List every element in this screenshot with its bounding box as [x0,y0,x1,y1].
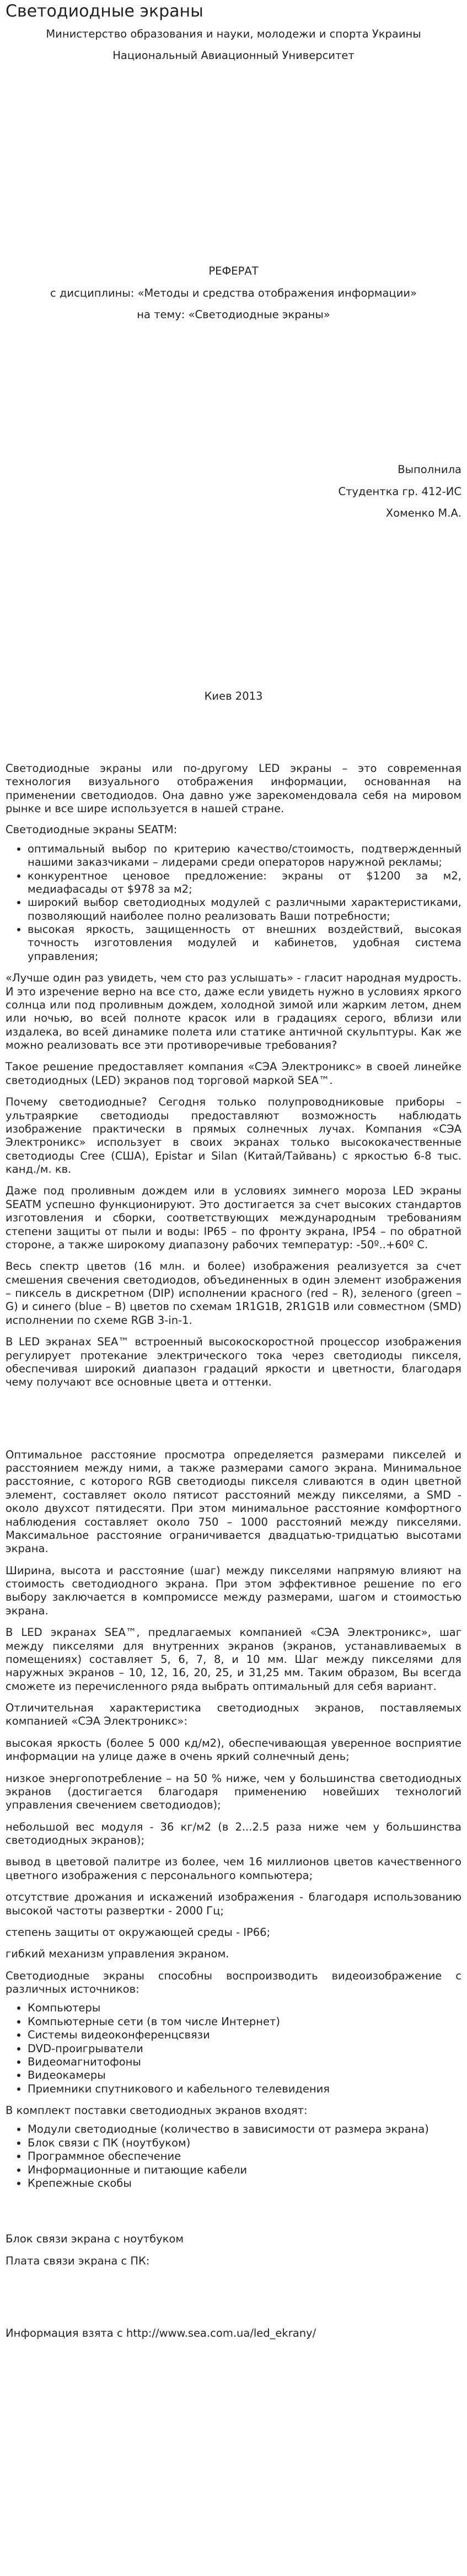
paragraph: Светодиодные экраны способны воспроизводить видеоизображение с различных источников: [6,1969,461,1995]
paragraph: Такое решение предоставляет компания «СЭА Электроникс» в своей линейке светодиодных (LED) экранов под торговой маркой SEA™. [6,1060,461,1087]
sources-list [6,2001,461,2096]
list-item: • Компьютеры [28,2001,461,2015]
kit-heading: В комплект поставки светодиодных экранов входят: [6,2104,308,2117]
paragraph: Почему светодиодные? Сегодня только полупроводниковые приборы – ультраяркие светодиоды предоставляют возможность наблюдать изображение практически в прямых солнечных лучах. Компания «СЭА Электроникс» использует в своих экранах только высококачественные светодиоды Cree (США), Epistar и Silan (Китай/Тайвань) с яркостью 6-8 тыс. канд./м. кв. [6,1096,461,1176]
list-item: • Информационные и питающие кабели [28,2164,461,2177]
city-year: Киев 2013 [204,689,263,702]
list-item: • DVD-проигрыватели [28,2042,461,2056]
list-item: • конкурентное ценовое предложение: экраны от $1200 за м2, медиафасады от $978 за м2; [28,870,461,897]
paragraph: В LED экранах SEA™, предлагаемых компанией «СЭА Электроникс», шаг между пикселями для внутренних экранов (экранов, устанавливаемых в помещениях) составляет 5, 6, 7, 8, и 10 мм. Шаг между пикселями для наружных экранов – 10, 12, 16, 20, 25, и 31,25 мм. Таким образом, Вы всегда сможете из перечисленного ряда выбрать оптимальный для себя вариант. [6,1626,461,1693]
paragraph: Ширина, высота и расстояние (шаг) между пикселями напрямую влияют на стоимость светодиодного экрана. При этом эффективное решение по его выбору заключается в компромиссе между размерами, шагом и стоимостью экрана. [6,1564,461,1617]
paragraph: Отличительная характеристика светодиодных экранов, поставляемых компанией «СЭА Электроникс»: [6,1702,461,1728]
paragraph: вывод в цветовой палитре из более, чем 16 миллионов цветов качественного цветного изображения с персонального компьютера; [6,1855,461,1882]
seatm-heading: Светодиодные экраны SEATM: [6,823,178,836]
list-item: • Крепежные скобы [28,2177,461,2190]
list-item: • Видеокамеры [28,2069,461,2082]
paragraph: гибкий механизм управления экраном. [6,1947,229,1961]
paragraph: отсутствие дрожания и искажений изображения - благодаря использованию высокой частоты развертки - 2000 Гц; [6,1891,461,1917]
paragraph: низкое энергопотребление – на 50 % ниже, чем у большинства светодиодных экранов (достигается благодаря применению новейших технологий управления свечением светодиодов); [6,1772,461,1812]
paragraph: Весь спектр цветов (16 млн. и более) изображения реализуется за счет смешения свечения светодиодов, объединенных в один элемент изображения – пиксель в дискретном (DIP) исполнении красного (red – R), зеленого (green – G) и синего (blue – B) цветов по схемам 1R1G1B, 2R1G1B или совместном (SMD) исполнении по схеме RGB 3-in-1. [6,1260,461,1327]
paragraph: высокая яркость (более 5 000 кд/м2), обеспечивающая уверенное восприятие информации на улице даже в очень яркий солнечный день; [6,1736,461,1763]
paragraph: «Лучше один раз увидеть, чем сто раз услышать» - гласит народная мудрость. И это изречение верно на все сто, даже если увидеть нужно в условиях яркого солнца или под проливным дождем, холодной зимой или жарким летом, днем или ночью, во всей полноте красок или в градациях серого, вблизи или издалека, во всей динамике полета или статике античной скульптуры. Как же можно реализовать все эти противоречивые требования? [6,972,461,1051]
paragraph: небольшой вес модуля - 36 кг/м2 (в 2...2.5 раза ниже чем у большинства светодиодных экранов); [6,1820,461,1847]
kit-list [6,2123,461,2190]
list-item: • оптимальный выбор по критерию качество/стоимость, подтвержденный нашими заказчиками – лидерами среди операторов наружной рекламы; [28,842,461,870]
list-item: • широкий выбор светодиодных модулей с различными характеристиками, позволяющий наиболее полно реализовать Ваши потребности; [28,896,461,923]
list-item: • Компьютерные сети (в том числе Интернет) [28,2015,461,2028]
list-item: • Системы видеоконференцсвязи [28,2028,461,2042]
paragraph: степень защиты от окружающей среды - IP66; [6,1925,271,1939]
author-done-by: Выполнила [398,463,461,476]
list-item: • высокая яркость, защищенность от внешних воздействий, высокая точность изготовления модулей и кабинетов, удобная система управления; [28,923,461,963]
page-title: Светодиодные экраны [6,2,203,21]
intro-paragraph: Светодиодные экраны или по-другому LED экраны – это современная технология визуального отображения информации, основанная на применении светодиодов. Она давно уже зарекомендовала себя на мировом рынке и все шире используется в нашей стране. [6,761,461,815]
list-item: • Программное обеспечение [28,2150,461,2163]
paragraph: Даже под проливным дождем или в условиях зимнего мороза LED экраны SEATM успешно функционируют. Это достигается за счет высоких стандартов изготовления и сборки, соответствующих международным требованиям степени защиты от пыли и воды: IP65 – по фронту экрана, IP54 – по обратной стороне, а также широкому диапазону рабочих температур: -50º..+60º С. [6,1184,461,1251]
source-note: Информация взята с http://www.sea.com.ua/led_ekrany/ [6,2327,316,2339]
seatm-list [6,842,461,963]
report-subject: с дисциплины: «Методы и средства отображения информации» [50,286,417,299]
author-name: Хоменко М.А. [385,507,461,520]
list-item: • Блок связи с ПК (ноутбуком) [28,2137,461,2150]
report-type: РЕФЕРАТ [208,265,259,278]
paragraph: В LED экранах SEA™ встроенный высокоскоростной процессор изображения регулирует протекание электрического тока через светодиоды пикселя, обеспечивая широкий диапазон градаций яркости и цветности, благодаря чему получают все основные цвета и оттенки. [6,1335,461,1389]
list-item: • Приемники спутникового и кабельного телевидения [28,2083,461,2096]
list-item: • Модули светодиодные (количество в зависимости от размера экрана) [28,2123,461,2136]
author-group: Студентка гр. 412-ИС [338,485,461,498]
paragraph: Оптимальное расстояние просмотра определяется размерами пикселей и расстоянием между ними, а также размерами самого экрана. Минимальное расстояние, с которого RGB светодиоды пикселя сливаются в один цветной элемент, составляет около пятисот расстояний между пикселями, а SMD - около двухсот пятидесяти. При этом минимальное расстояние комфортного наблюдения составляет около 750 – 1000 расстояний между пикселями. Максимальное расстояние ограничивается двадцатью-тридцатью высотами экрана. [6,1448,461,1555]
block-screen-caption: Блок связи экрана с ноутбуком [6,2232,184,2246]
list-item: • Видеомагнитофоны [28,2056,461,2069]
report-topic: на тему: «Светодиодные экраны» [137,308,330,321]
ministry-line: Министерство образования и науки, молодежи и спорта Украины [46,27,421,40]
block-pc-caption: Плата связи экрана с ПК: [6,2254,150,2267]
university-line: Национальный Авиационный Университет [112,49,355,62]
